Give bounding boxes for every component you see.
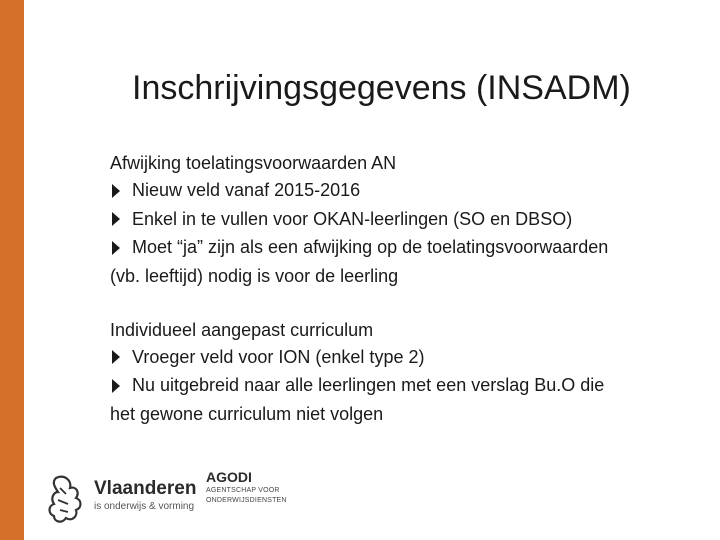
bullet-text: Nieuw veld vanaf 2015-2016 bbox=[132, 180, 361, 200]
bullet-item bbox=[110, 344, 424, 371]
footer-logos bbox=[46, 468, 306, 528]
vlaanderen-logo bbox=[94, 478, 196, 513]
triangle-bullet-icon bbox=[112, 241, 120, 255]
triangle-bullet-icon bbox=[112, 184, 120, 198]
bullet-text: Nu uitgebreid naar alle leerlingen met een verslag Bu.O die bbox=[132, 375, 605, 395]
agodi-subtitle: AGENTSCHAP VOOR ONDERWIJSDIENSTEN bbox=[206, 487, 287, 504]
bullet-text: Moet “ja” zijn als een afwijking op de toelatingsvoorwaarden bbox=[132, 237, 609, 257]
bullet-text: Vroeger veld voor ION (enkel type 2) bbox=[132, 346, 425, 367]
slide-title: Inschrijvingsgegevens (INSADM) bbox=[132, 69, 631, 107]
bullet-item bbox=[110, 372, 604, 399]
section-gap bbox=[110, 290, 700, 317]
triangle-bullet-icon bbox=[112, 212, 120, 226]
vlaanderen-tagline: is onderwijs & vorming bbox=[94, 501, 195, 512]
flemish-lion-icon bbox=[46, 474, 90, 526]
bullet-item bbox=[110, 206, 572, 233]
bullet-item bbox=[110, 177, 360, 204]
agodi-logo bbox=[206, 468, 292, 506]
bullet-continuation: (vb. leeftijd) nodig is voor de leerling bbox=[110, 265, 399, 286]
bullet-continuation: het gewone curriculum niet volgen bbox=[110, 403, 384, 424]
triangle-bullet-icon bbox=[112, 379, 120, 393]
section2-heading: Individueel aangepast curriculum bbox=[110, 319, 374, 340]
triangle-bullet-icon bbox=[112, 350, 120, 364]
section1-heading: Afwijking toelatingsvoorwaarden AN bbox=[110, 153, 397, 173]
bullet-item bbox=[110, 234, 608, 261]
agodi-name: AGODI bbox=[206, 469, 252, 485]
bullet-text: Enkel in te vullen voor OKAN-leerlingen (SO en DBSO) bbox=[132, 208, 573, 229]
vlaanderen-name: Vlaanderen bbox=[94, 478, 197, 499]
slide-content bbox=[110, 150, 700, 428]
accent-side-bar bbox=[0, 0, 24, 540]
